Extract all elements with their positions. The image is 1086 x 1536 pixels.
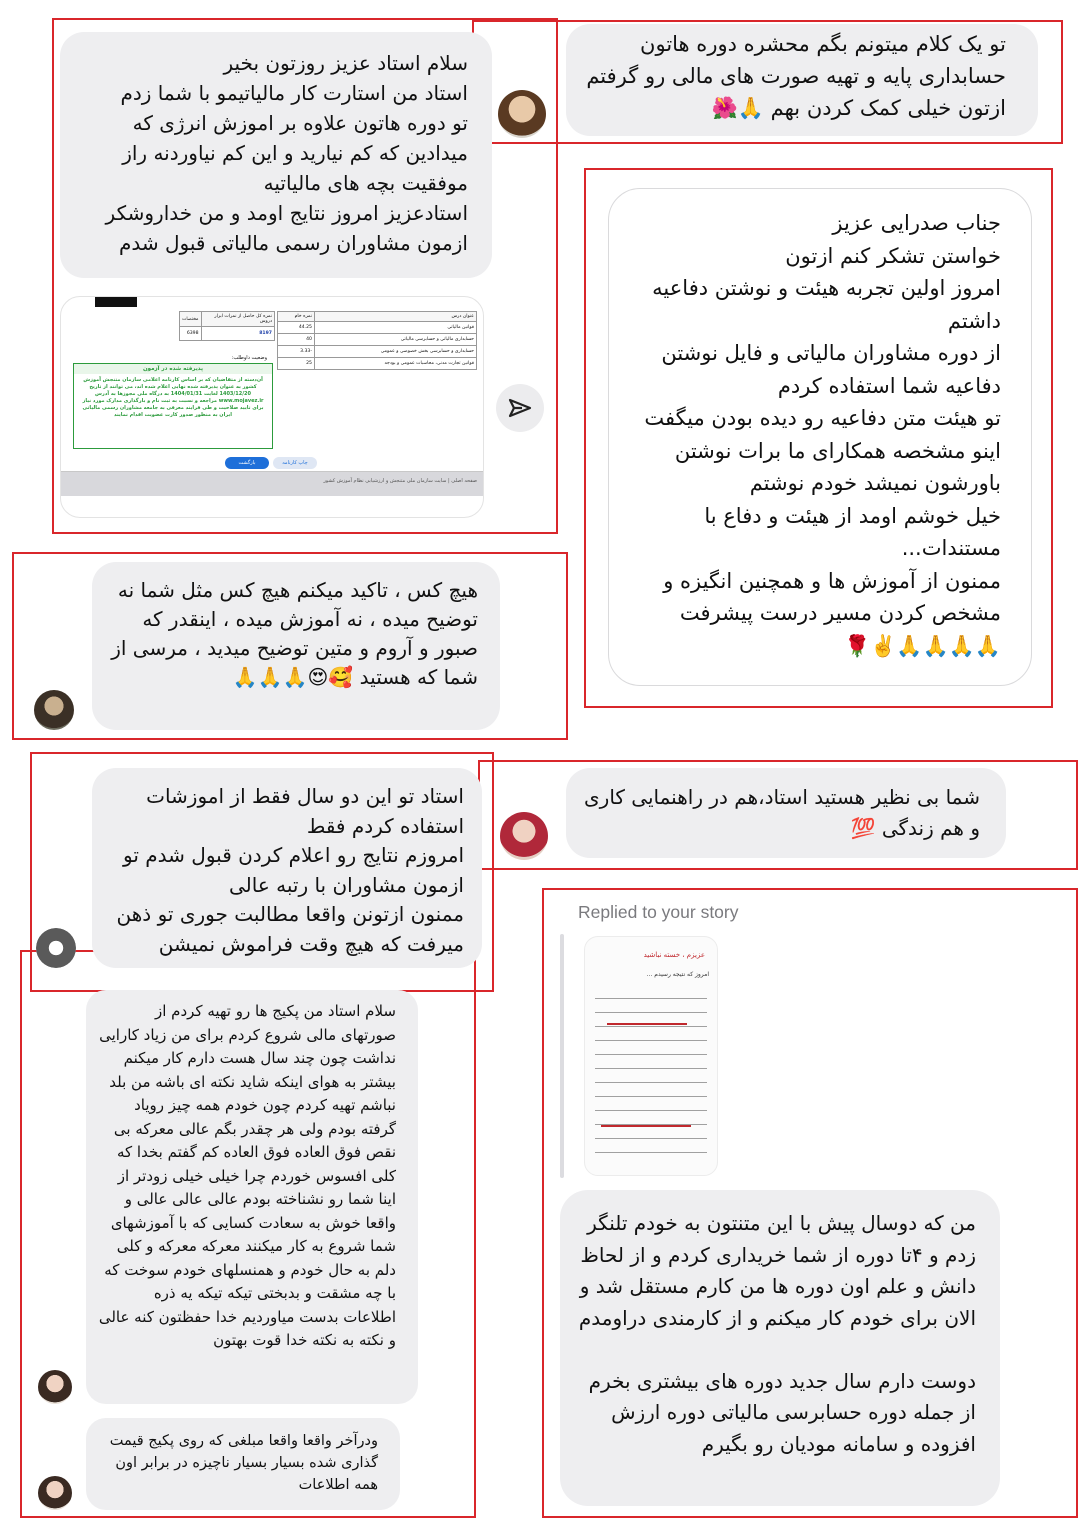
- avatar[interactable]: [34, 690, 74, 730]
- story-reply-line: [560, 934, 564, 1178]
- avatar[interactable]: [36, 928, 76, 968]
- avatar[interactable]: [498, 90, 546, 138]
- return-button[interactable]: بازگشت: [225, 457, 269, 469]
- avatar[interactable]: [38, 1476, 72, 1510]
- table-cell: 40: [278, 334, 315, 346]
- accepted-box: [73, 363, 273, 449]
- table-header: مختصات: [180, 312, 202, 327]
- message-bubble: سلام استاد عزیز روزتون بخیر استاد من استارت کار مالیاتیمو با شما زدم تو دوره هاتون علاوه بر اموزش انرژی که میدادین که کم نیارید و این کم نیاوردنه راز موفقیت بچه های مالیاتیه استادعزیز امروز نتایج اومد و من خداروشکر ازمون مشاوران رسمی مالیاتی قبول شدم: [60, 32, 492, 278]
- message-bubble: ودرآخر واقعا واقعا مبلغی که روی پکیج قیمت گذاری شده بسیار بسیار ناچیزه در برابر اون همه اطلاعات: [86, 1418, 400, 1510]
- rank: 6398: [180, 327, 202, 341]
- handwriting-red-mark: [601, 1125, 691, 1127]
- share-button[interactable]: [496, 384, 544, 432]
- print-button[interactable]: چاپ کارنامه: [273, 457, 317, 469]
- table-cell: حسابداری مالیاتی و حسابرسی مالیاتی: [314, 334, 476, 346]
- avatar[interactable]: [500, 812, 548, 860]
- table-header: نمره خام: [278, 312, 315, 322]
- table-cell: -3.33: [278, 346, 315, 358]
- footer-text: صفحه اصلی | سایت سازمان ملی متنجش و ارزشیابی نظام آموزش کشور: [323, 478, 477, 484]
- handwriting-red-mark: [607, 1023, 687, 1025]
- dark-tab: [95, 297, 137, 307]
- table-header: نمره کل حاصل از نمرات ابزار دروس: [201, 312, 274, 327]
- message-bubble: سلام استاد من پکیج ها رو تهیه کردم از صورتهای مالی شروع کردم برای من زیاد کارایی نداشت چون چند سال هست دارم کار میکنم بیشتر به هوای اینکه شاید نکته ای باشه من بلد نباشم تهیه کردم چون خودم همه چیز رویاد گرفته بودم ولی هر چقدر بگم عالی معرکه بی نقص فوق العاده فوق العاده کم گفتم بخدا که کلی افسوس خوردم چرا خیلی خیلی زودتر از اینا شما رو نشناخته بودم عالی عالی عالی و واقعا خوش به سعادت کسایی که با آموزشهای شما شروع به کار میکنند معرکه معرکه و کلی دلم به حال خودم و همنسلهای خودم سوخت که با چه مشقت و بدبختی تیکه تیکه یه ذره اطلاعات بدست میاوردیم خدا حفظتون کنه عالی و نکته به نکته خدا قوت بهتون: [86, 990, 418, 1404]
- result-card-image: [60, 296, 484, 518]
- table-cell: قوانین مالیاتی: [314, 322, 476, 334]
- story-note-line: عزیزم ، خسته نباشید: [643, 951, 705, 959]
- story-note-line: امروز که نتیجه رسیدم ...: [646, 971, 709, 978]
- table-header: عنوان درس: [314, 312, 476, 322]
- message-bubble: من که دوسال پیش با این متنتون به خودم تلنگر زدم و ۴تا دوره از شما خریداری کردم و از لحاظ دانش و علم اون دوره ها من کارم مستقل شد و الان برای خودم کار میکنم و از کارمندی دراومدم دوست دارم سال جدید دوره های بیشتری بخرم از جمله دوره حسابرسی مالیاتی دوره ارزش افزوده و سامانه مودیان رو بگیرم: [560, 1190, 1000, 1506]
- message-bubble: جناب صدرایی عزیز خواستن تشکر کنم ازتون امروز اولین تجربه هیئت و نوشتن دفاعیه داشتم از دوره مشاوران مالیاتی و فایل نوشتن دفاعیه شما استفاده کردم تو هیئت متن دفاعیه رو دیده بودن میگفت اینو مشخصه همکارای ما برات نوشتن باورشون نمیشد خودم نوشتم خیل خوشم اومد از هیئت و دفاع با مستندات... ممنون از آموزش ها و همچنین انگیزه و مشخص کردن مسیر درست پیشرفت 🙏🙏🙏🙏✌️🌹: [608, 188, 1032, 686]
- total-table: [179, 311, 275, 341]
- table-cell: حسابداری و حسابرسی بخش خصوصی و عمومی: [314, 346, 476, 358]
- message-bubble: استاد تو این دو سال فقط از اموزشات استفاده کردم فقط امروزم نتایج رو اعلام کردن قبول شدم تو ازمون مشاوران با رتبه عالی ممنون ازتونن واقعا مطالبت جوری تو ذهن میرفت که هیچ وقت فراموش نمیشن: [92, 768, 482, 968]
- replied-to-story-label: Replied to your story: [578, 902, 739, 922]
- message-bubble: هیچ کس ، تاکید میکنم هیچ کس مثل شما نه توضیح میده ، نه آموزش میده ، اینقدر که صبور و آروم و متین توضیح میدید ، مرسی از شما که هستید 🥰😍🙏🙏🙏: [92, 562, 500, 730]
- message-bubble: تو یک کلام میتونم بگم محشره دوره هاتون حسابداری پایه و تهیه صورت های مالی رو گرفتم ازتون خیلی کمک کردن بهم 🙏🌺: [566, 24, 1038, 136]
- table-cell: 44.25: [278, 322, 315, 334]
- total-score: 8197: [201, 327, 274, 341]
- handwriting-scribble: [595, 989, 707, 1159]
- accepted-text: آن‌دسته از متقاضیان که بر اساس کارنامه اعلامی سازمان متنجش آموزش کشور به عنوان پذیرفته شده نهایی اعلام شده اند، می توانند از تاریخ 1403/12/20 لغایت 1404/01/31 به درگاه ملی مجوزها به آدرس www.mojavez.ir مراجعه و نسبت به ثبت نام و بارگذاری مدارک مورد نیاز برای تایید صلاحیت و طی فرایند معرفی به جامعه مشاوران رسمی مالیاتی ایران به منظور صدور کارت عضویت اقدام نمایند: [82, 377, 264, 418]
- message-bubble: شما بی نظیر هستید استاد،هم در راهنمایی کاری و هم زندگی 💯: [566, 768, 1006, 858]
- story-thumbnail[interactable]: [584, 936, 718, 1176]
- avatar[interactable]: [38, 1370, 72, 1404]
- table-cell: 25: [278, 358, 315, 370]
- page-footer: [61, 471, 483, 496]
- status-label: وضعیت داوطلب:: [231, 355, 267, 361]
- send-icon: [496, 384, 544, 432]
- accepted-title: پذیرفته شده در آزمون: [74, 364, 272, 374]
- score-table: [277, 311, 477, 370]
- table-cell: قوانین تجارت مدنی، محاسبات عمومی و بودجه: [314, 358, 476, 370]
